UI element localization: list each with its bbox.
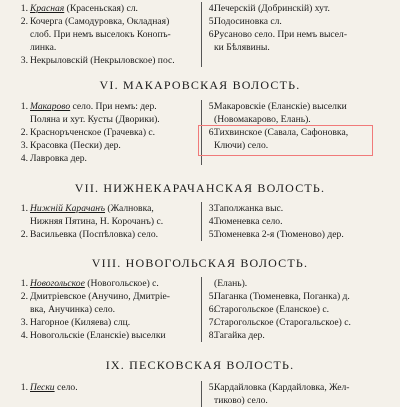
list-item (208, 2, 396, 15)
item-text-line: Нижній Карачанъ (Жалновка, (30, 203, 154, 214)
list-item (208, 303, 396, 316)
item-number: 3. (208, 203, 216, 214)
item-number: 1. (20, 3, 28, 14)
item-number: 6. (208, 304, 216, 315)
item-text-line: линка. (30, 42, 57, 53)
item-number: 1. (20, 382, 28, 393)
list-item (214, 277, 396, 290)
list-item (208, 15, 396, 28)
item-number: 1. (20, 203, 28, 214)
volost-center-name: Новогольское (30, 278, 85, 289)
item-text-line: ки Бѣлявины. (214, 42, 270, 53)
section-block (8, 381, 396, 407)
item-number: 4. (208, 216, 216, 227)
item-text-line: Тюменевка 2-я (Тюменово) дер. (214, 229, 344, 240)
item-number: 6. (208, 29, 216, 40)
section-right-column (202, 381, 396, 407)
list-item (20, 126, 197, 139)
item-text-line: слоб. При немъ выселокъ Конопъ- (30, 29, 171, 40)
item-text-line: вка, Анучинка) село. (30, 304, 116, 315)
item-text-line: Паганка (Тюменевка, Поганка) д. (214, 291, 350, 302)
list-item (20, 202, 197, 228)
item-number: 5. (208, 382, 216, 393)
item-number: 2. (20, 229, 28, 240)
list-item (20, 228, 197, 241)
item-text-line: Пески село. (30, 382, 78, 393)
item-text-line: Старогольское (Еланское) с. (214, 304, 330, 315)
item-text-line: Тагайка дер. (214, 330, 265, 341)
list-item (208, 215, 396, 228)
item-text-line: Печерскій (Добринскій) хут. (214, 3, 330, 14)
item-text-line: Макарово село. При немъ: дер. (30, 101, 157, 112)
list-item (20, 54, 197, 67)
item-text-line: Некрыловскій (Некрыловское) пос. (30, 55, 175, 66)
section-right-column (202, 277, 396, 342)
list-item (20, 2, 197, 15)
item-text-line: Нагорное (Киляева) слц. (30, 317, 131, 328)
item-text-line: Тихвинское (Савала, Сафоновка, (214, 127, 349, 138)
list-item (20, 329, 197, 342)
item-text-line: Красноръченское (Грачевка) с. (30, 127, 156, 138)
top-block (8, 2, 396, 67)
item-text-line: Подосиновка сл. (214, 16, 282, 27)
item-number: 2. (20, 16, 28, 27)
volost-center-name: Пески (30, 382, 55, 393)
top-right-column (202, 2, 396, 67)
section-heading: VI. МАКАРОВСКАЯ ВОЛОСТЬ. (99, 78, 301, 92)
item-text-line: Красовка (Пески) дер. (30, 140, 121, 151)
section-left-column (8, 381, 202, 407)
item-number: 5. (208, 16, 216, 27)
item-text-line: Макаровскіе (Еланскіе) выселки (214, 101, 347, 112)
item-number: 2. (20, 127, 28, 138)
highlight-box (198, 125, 373, 156)
item-text-line: Старогольское (Старогальское) с. (214, 317, 351, 328)
item-number: 4. (208, 3, 216, 14)
item-text-line: (Новомакарово, Елань). (214, 114, 311, 125)
item-number: 5. (208, 291, 216, 302)
section-heading: IX. ПЕСКОВСКАЯ ВОЛОСТЬ. (105, 358, 295, 372)
item-text-line: Русаново село. При немъ высел- (214, 29, 348, 40)
section-heading: VII. НИЖНЕКАРАЧАНСКАЯ ВОЛОСТЬ. (74, 181, 326, 195)
list-item (208, 329, 396, 342)
item-number: 5. (208, 101, 216, 112)
list-item (208, 290, 396, 303)
volost-center-name: Макарово (30, 101, 71, 112)
item-text-line: Лавровка дер. (30, 153, 87, 164)
list-item (208, 100, 396, 126)
top-left-column (8, 2, 202, 67)
item-text-line: Красная (Красеньская) сл. (30, 3, 138, 14)
section-left-column (8, 100, 202, 165)
list-item (208, 381, 396, 407)
section-heading: VIII. НОВОГОЛЬСКАЯ ВОЛОСТЬ. (91, 256, 309, 270)
item-number: 4. (20, 153, 28, 164)
item-number: 5. (208, 229, 216, 240)
item-number: 3. (20, 55, 28, 66)
item-number: 3. (20, 140, 28, 151)
list-item (20, 316, 197, 329)
item-number: 3. (20, 317, 28, 328)
item-text-line: Нижняя Пятина, Н. Корочанъ) с. (30, 216, 164, 227)
list-item (20, 100, 197, 126)
list-item (208, 316, 396, 329)
list-item (208, 202, 396, 215)
section-block (8, 277, 396, 342)
item-text-line: Васильевка (Поспѣловка) село. (30, 229, 159, 240)
item-text-line: Кочерга (Самодуровка, Окладная) (30, 16, 170, 27)
item-text-line: Ключи) село. (214, 140, 269, 151)
list-item (20, 277, 197, 290)
section-left-column (8, 277, 202, 342)
item-number: 1. (20, 101, 28, 112)
section-block (8, 202, 396, 241)
volost-center-name: Нижній Карачанъ (30, 203, 106, 214)
list-item (20, 139, 197, 152)
list-item (208, 28, 396, 54)
item-number: 4. (20, 330, 28, 341)
volost-center-name: Красная (30, 3, 65, 14)
list-item (208, 228, 396, 241)
item-text-line: Кардайловка (Кардайловка, Жел- (214, 382, 350, 393)
item-number: 6. (208, 127, 216, 138)
item-number: 8. (208, 330, 216, 341)
list-item (20, 15, 197, 54)
list-item (20, 152, 197, 165)
section-left-column (8, 202, 202, 241)
item-number: 7. (208, 317, 216, 328)
item-text-line: (Елань). (214, 278, 248, 289)
item-text-line: тиково) село. (214, 395, 268, 406)
item-text-line: Поляна и хут. Кусты (Дворики). (30, 114, 160, 125)
item-text-line: Новогольскіе (Еланскіе) выселки (30, 330, 166, 341)
section-right-column (202, 202, 396, 241)
list-item (20, 381, 197, 394)
item-number: 1. (20, 278, 28, 289)
item-text-line: Тюменевка село. (214, 216, 283, 227)
item-number: 2. (20, 291, 28, 302)
item-text-line: Таполжанка выс. (214, 203, 284, 214)
list-item (20, 290, 197, 316)
item-text-line: Новогольское (Новогольское) с. (30, 278, 159, 289)
item-text-line: Дмитріевское (Анучино, Дмитріе- (30, 291, 170, 302)
